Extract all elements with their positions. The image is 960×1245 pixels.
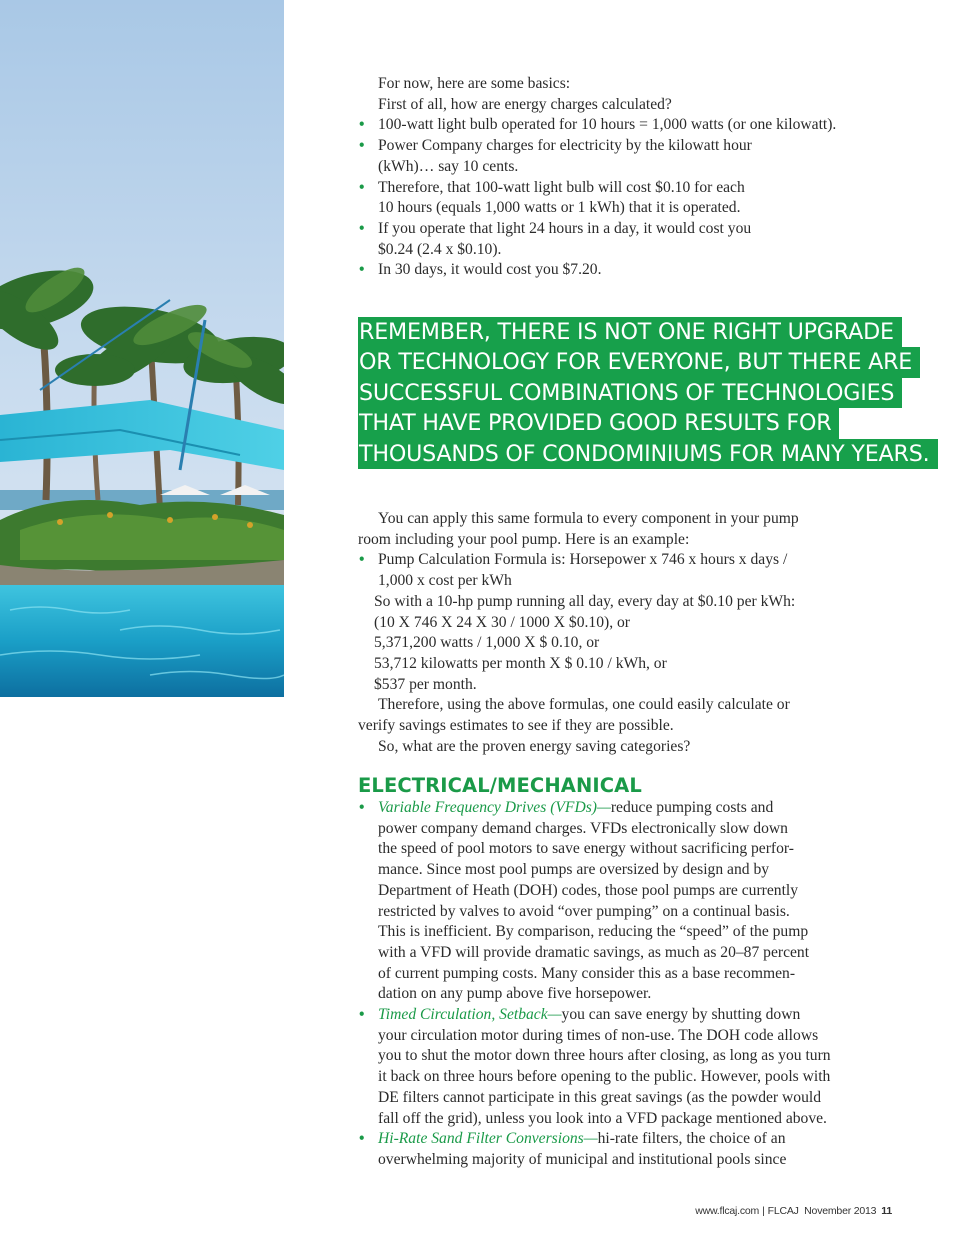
example-line: (10 X 746 X 24 X 30 / 1000 X $0.10), or [374,613,630,631]
bullet-icon: • [359,178,365,196]
intro-line: For now, here are some basics: [378,75,571,92]
list-item: • Therefore, that 100-watt light bulb will cost $0.10 for each 10 hours (equals 1,000 watts or 1 kWh) that it is operated. [359,178,745,217]
formula-list [358,550,878,591]
paragraph-line: verify savings estimates to see if they are possible. [358,717,674,735]
basics-section [358,74,878,281]
paragraph-line: room including your pool pump. Here is an example: [358,530,690,548]
bullet-icon: • [359,219,365,237]
footer-date: November 2013 [804,1205,877,1217]
example-line: $537 per month. [374,675,477,693]
page-footer [695,1205,892,1217]
question-line: So, what are the proven energy saving categories? [378,737,691,755]
bullet-icon: • [359,799,365,816]
bullet-icon: • [359,261,365,279]
basics-list [358,115,878,281]
item-term: Timed Circulation, Setback— [378,1006,562,1024]
paragraph-line: Therefore, using the above formulas, one could easily calculate or [378,696,790,714]
pull-quote-line: SUCCESSFUL COMBINATIONS OF TECHNOLOGIES [358,378,902,408]
item-term: Hi-Rate Sand Filter Conversions— [378,1130,598,1148]
page-number: 11 [881,1205,892,1217]
pump-formula-section [358,509,878,757]
list-item: • Pump Calculation Formula is: Horsepower x 746 x hours x days / 1,000 x cost per kWh [359,551,788,590]
bullet-icon: • [359,137,365,155]
pull-quote-line: OR TECHNOLOGY FOR EVERYONE, BUT THERE ARE [358,347,920,377]
example-line: 5,371,200 watts / 1,000 X $ 0.10, or [374,634,600,652]
item-term: Variable Frequency Drives (VFDs)— [378,799,611,816]
paragraph-line: You can apply this same formula to every component in your pump [378,510,799,527]
pull-quote-line: REMEMBER, THERE IS NOT ONE RIGHT UPGRADE [358,317,902,347]
pull-quote-line: THAT HAVE PROVIDED GOOD RESULTS FOR [358,408,839,438]
savings-list [358,798,878,1171]
list-item: • Timed Circulation, Setback—you can save energy by shutting down your circulation motor during times of non-use. The DOH code allows you to shut the motor down three hours after closing, as long as you turn it back on three hours before opening to the public. However, pools with DE filters cannot participate in this great savings (as the powder would fall off the grid), unless you look into a VFD package mentioned above. [359,1006,831,1127]
photo-illustration [0,0,284,697]
intro-line: First of all, how are energy charges calculated? [378,95,672,113]
list-item: • Power Company charges for electricity by the kilowatt hour (kWh)… say 10 cents. [359,137,752,175]
pool-resort-photo [0,0,284,697]
footer-publication: FLCAJ [767,1205,799,1217]
list-item: • In 30 days, it would cost you $7.20. [358,260,878,281]
list-item: • Variable Frequency Drives (VFDs)—reduce pumping costs and power company demand charges. VFDs electronically slow down the speed of pool motors to save energy without sacrificing perfor- mance. Since most pool pumps are oversized by design and by Department of Heath (DOH) codes, those pool pumps are currently restricted by valves to avoid “over pumping” on a continual basis. This is inefficient. By comparison, reducing the “speed” of the pump with a VFD will provide dramatic savings, as much as 20–87 percent of current pumping costs. Many consider this as a base recommen- dation on any pump above five horsepower. [359,799,810,1003]
list-item: • 100-watt light bulb operated for 10 hours = 1,000 watts (or one kilowatt). [358,115,878,136]
list-item: • If you operate that light 24 hours in a day, it would cost you $0.24 (2.4 x $0.10). [359,219,752,258]
pull-quote [358,317,930,469]
list-item: • Hi-Rate Sand Filter Conversions—hi-rate filters, the choice of an overwhelming majority of municipal and institutional pools since [359,1130,787,1168]
footer-site: www.flcaj.com [695,1205,760,1217]
bullet-icon: • [359,551,365,569]
bullet-icon: • [359,1130,365,1148]
example-line: So with a 10-hp pump running all day, every day at $0.10 per kWh: [374,592,796,610]
footer-separator: | [762,1205,765,1217]
pull-quote-line: THOUSANDS OF CONDOMINIUMS FOR MANY YEARS. [358,439,938,469]
bullet-icon: • [359,1006,365,1024]
electrical-mechanical-section [358,798,878,1171]
bullet-icon: • [359,116,365,134]
example-line: 53,712 kilowatts per month X $ 0.10 / kWh, or [374,654,667,672]
section-heading: ELECTRICAL/MECHANICAL [358,774,642,797]
